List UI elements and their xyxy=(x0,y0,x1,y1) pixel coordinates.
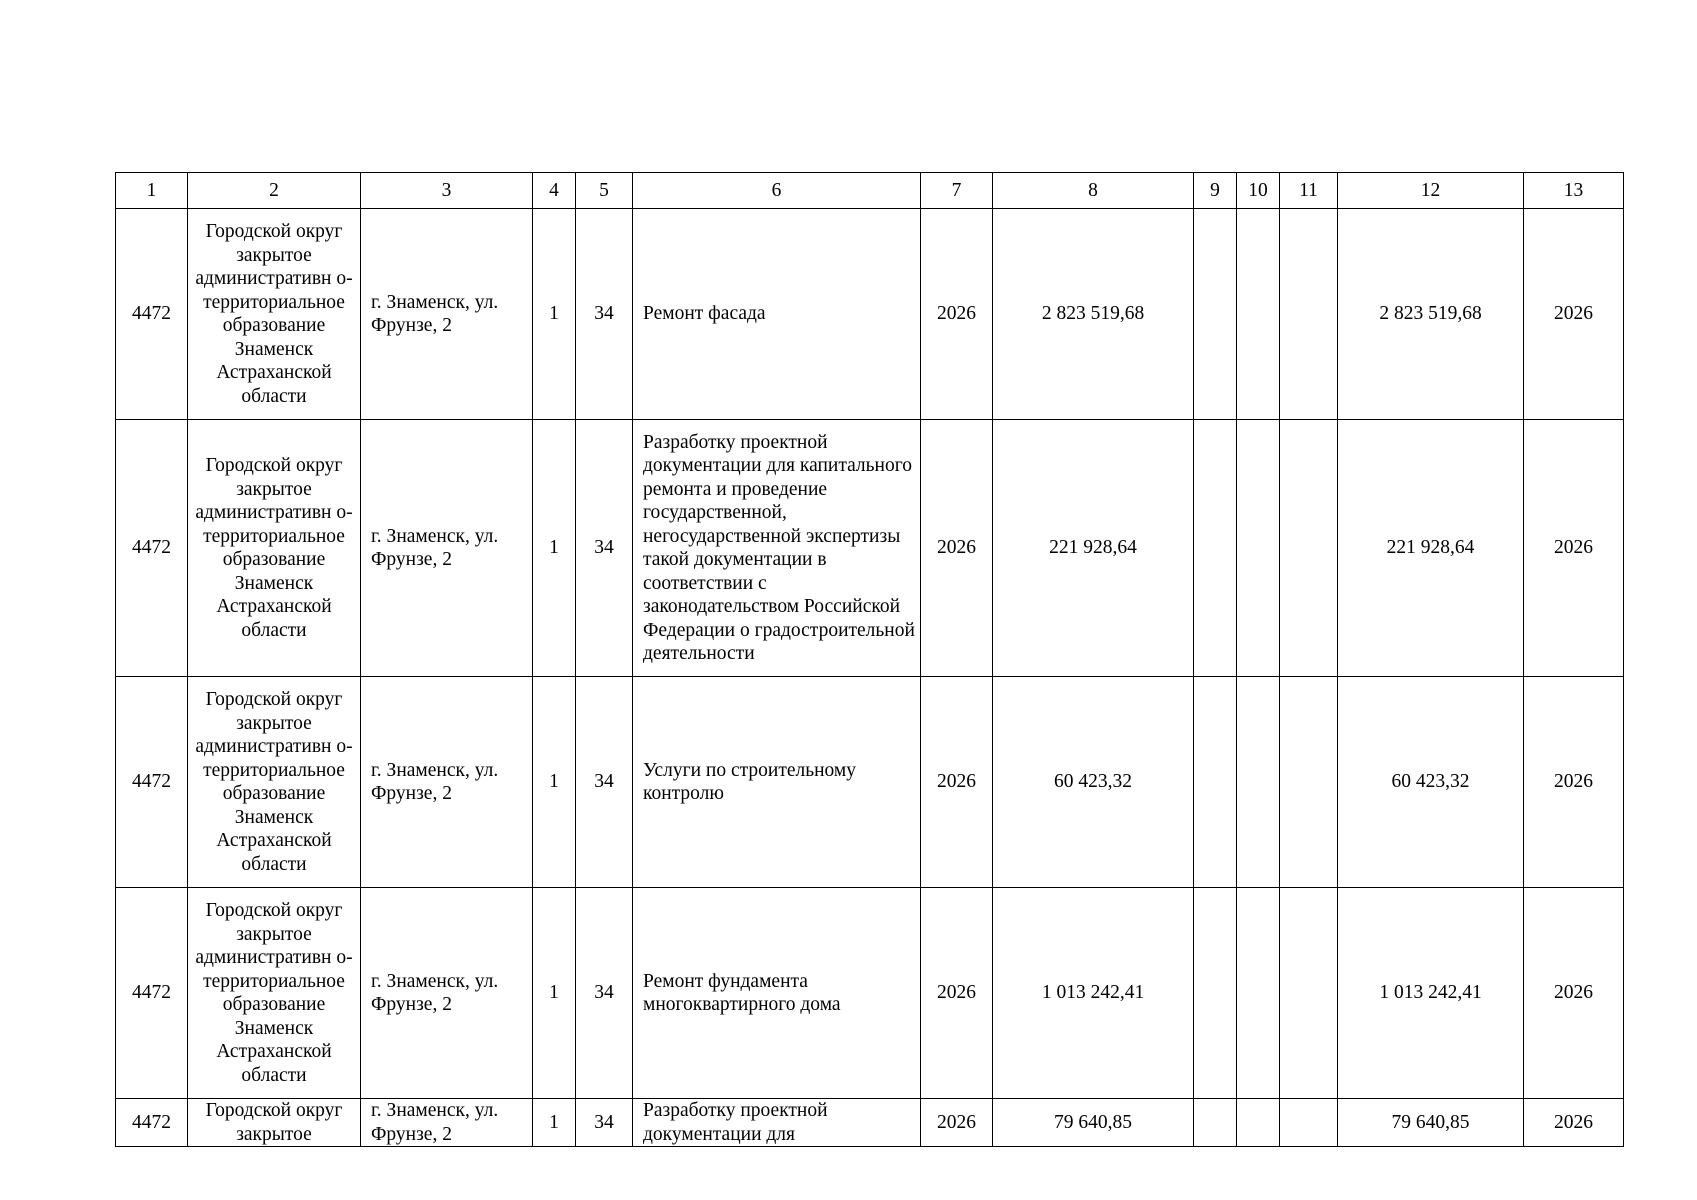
header-cell: 3 xyxy=(361,173,533,209)
work-type-cell: Разработку проектной документации для капитального ремонта и проведение государственной, негосударственной экспертизы такой документации в соответствии с законодательством Российской Федерации о градостроительной деятельности xyxy=(633,420,921,677)
col11-cell xyxy=(1280,677,1338,888)
header-cell: 11 xyxy=(1280,173,1338,209)
municipality-cell: Городской округ закрытое xyxy=(188,1099,361,1147)
col4-cell: 1 xyxy=(533,420,576,677)
column-number-row xyxy=(116,173,1624,209)
cost-cell: 79 640,85 xyxy=(993,1099,1194,1147)
year-cell: 2026 xyxy=(921,888,993,1099)
table-row xyxy=(116,677,1624,888)
municipality-cell: Городской округ закрытое административн о-территориальное образование Знаменск Астраханской области xyxy=(188,209,361,420)
col9-cell xyxy=(1194,888,1237,1099)
col11-cell xyxy=(1280,1099,1338,1147)
col4-cell: 1 xyxy=(533,888,576,1099)
col9-cell xyxy=(1194,209,1237,420)
col5-cell: 34 xyxy=(576,420,633,677)
header-cell: 10 xyxy=(1237,173,1280,209)
table-row xyxy=(116,888,1624,1099)
id-cell: 4472 xyxy=(116,420,188,677)
col5-cell: 34 xyxy=(576,209,633,420)
col11-cell xyxy=(1280,420,1338,677)
col4-cell: 1 xyxy=(533,209,576,420)
col5-cell: 34 xyxy=(576,1099,633,1147)
header-cell: 1 xyxy=(116,173,188,209)
header-cell: 8 xyxy=(993,173,1194,209)
end-year-cell: 2026 xyxy=(1524,420,1624,677)
address-cell: г. Знаменск, ул. Фрунзе, 2 xyxy=(361,209,533,420)
year-cell: 2026 xyxy=(921,209,993,420)
address-cell: г. Знаменск, ул. Фрунзе, 2 xyxy=(361,888,533,1099)
col5-cell: 34 xyxy=(576,677,633,888)
cost-cell: 60 423,32 xyxy=(993,677,1194,888)
col10-cell xyxy=(1237,677,1280,888)
col4-cell: 1 xyxy=(533,677,576,888)
municipality-cell: Городской округ закрытое административн о-территориальное образование Знаменск Астраханской области xyxy=(188,420,361,677)
col9-cell xyxy=(1194,420,1237,677)
cost-cell: 1 013 242,41 xyxy=(993,888,1194,1099)
header-cell: 4 xyxy=(533,173,576,209)
work-type-cell: Ремонт фасада xyxy=(633,209,921,420)
id-cell: 4472 xyxy=(116,888,188,1099)
table-row xyxy=(116,209,1624,420)
col9-cell xyxy=(1194,677,1237,888)
header-cell: 9 xyxy=(1194,173,1237,209)
header-cell: 12 xyxy=(1338,173,1524,209)
table-row xyxy=(116,420,1624,677)
col11-cell xyxy=(1280,209,1338,420)
id-cell: 4472 xyxy=(116,677,188,888)
end-year-cell: 2026 xyxy=(1524,209,1624,420)
col5-cell: 34 xyxy=(576,888,633,1099)
year-cell: 2026 xyxy=(921,420,993,677)
header-cell: 2 xyxy=(188,173,361,209)
col10-cell xyxy=(1237,209,1280,420)
municipality-cell: Городской округ закрытое административн о-территориальное образование Знаменск Астраханской области xyxy=(188,888,361,1099)
address-cell: г. Знаменск, ул. Фрунзе, 2 xyxy=(361,1099,533,1147)
col4-cell: 1 xyxy=(533,1099,576,1147)
total-cell: 60 423,32 xyxy=(1338,677,1524,888)
cost-cell: 2 823 519,68 xyxy=(993,209,1194,420)
total-cell: 2 823 519,68 xyxy=(1338,209,1524,420)
work-type-cell: Услуги по строительному контролю xyxy=(633,677,921,888)
end-year-cell: 2026 xyxy=(1524,888,1624,1099)
cost-cell: 221 928,64 xyxy=(993,420,1194,677)
end-year-cell: 2026 xyxy=(1524,1099,1624,1147)
year-cell: 2026 xyxy=(921,1099,993,1147)
header-cell: 6 xyxy=(633,173,921,209)
total-cell: 221 928,64 xyxy=(1338,420,1524,677)
total-cell: 79 640,85 xyxy=(1338,1099,1524,1147)
header-cell: 7 xyxy=(921,173,993,209)
col9-cell xyxy=(1194,1099,1237,1147)
col10-cell xyxy=(1237,1099,1280,1147)
header-cell: 13 xyxy=(1524,173,1624,209)
year-cell: 2026 xyxy=(921,677,993,888)
end-year-cell: 2026 xyxy=(1524,677,1624,888)
address-cell: г. Знаменск, ул. Фрунзе, 2 xyxy=(361,420,533,677)
capital-repair-table xyxy=(115,172,1624,1147)
id-cell: 4472 xyxy=(116,1099,188,1147)
address-cell: г. Знаменск, ул. Фрунзе, 2 xyxy=(361,677,533,888)
municipality-cell: Городской округ закрытое административн о-территориальное образование Знаменск Астраханской области xyxy=(188,677,361,888)
work-type-cell: Разработку проектной документации для xyxy=(633,1099,921,1147)
col10-cell xyxy=(1237,888,1280,1099)
work-type-cell: Ремонт фундамента многоквартирного дома xyxy=(633,888,921,1099)
table-row xyxy=(116,1099,1624,1147)
col11-cell xyxy=(1280,888,1338,1099)
total-cell: 1 013 242,41 xyxy=(1338,888,1524,1099)
header-cell: 5 xyxy=(576,173,633,209)
id-cell: 4472 xyxy=(116,209,188,420)
col10-cell xyxy=(1237,420,1280,677)
